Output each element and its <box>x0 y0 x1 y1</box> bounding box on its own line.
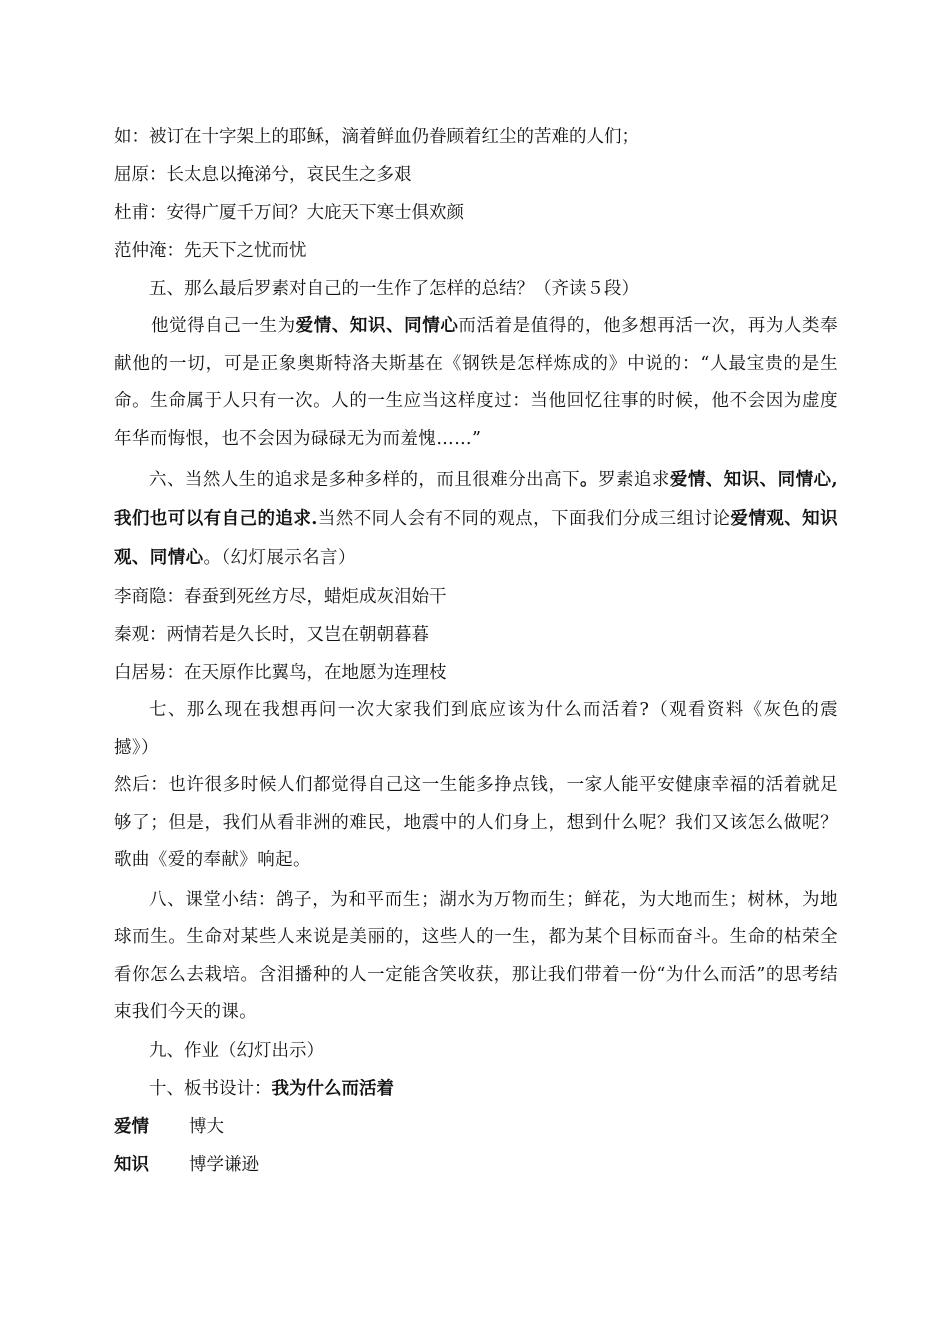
example-fanzhongyan: 范仲淹：先天下之忧而忧 <box>114 241 307 261</box>
p6-bold-period: 。 <box>580 470 599 490</box>
p10-label: 十、板书设计： <box>149 1078 272 1099</box>
board-desc: 博学谦逊 <box>189 1154 259 1175</box>
p6-text-c: 罗素追求 <box>598 470 670 490</box>
section-seven-paragraph: 七、那么现在我想再问一次大家我们到底应该为什么而活着?（观看资料《灰色的震撼》） <box>114 700 838 758</box>
p6-bold-views: 爱情观、知识观、同情心 <box>114 509 838 568</box>
p5-bold-terms: 爱情、知识、同情心 <box>295 316 459 336</box>
example-dufu: 杜甫：安得广厦千万间？大庇天下寒士俱欢颜 <box>114 203 464 223</box>
section-ten-board-design <box>114 1070 838 1108</box>
p6-text-e: 。（幻灯展示名言） <box>203 548 356 568</box>
section-eight-summary: 八、课堂小结：鸽子，为和平而生；湖水为万物而生；鲜花，为大地而生；树林，为地球而生。生命对某些人来说是美丽的，这些人的一生，都为某个目标而奋斗。生命的枯荣全看你怎么去栽培。含泪播种的人一定能含笑收获，那让我们带着一份“为什么而活”的思考结束我们今天的课。 <box>114 889 838 1022</box>
section-six-paragraph <box>114 461 838 578</box>
p6-bold-pursuit: 爱情、知识、同情心,我们也可以有自己的追求. <box>114 470 838 529</box>
board-row-knowledge <box>114 1146 838 1184</box>
example-baijuyi: 白居易：在天原作比翼鸟，在地愿为连理枝 <box>114 663 447 683</box>
p6-text-a: 六、当然人生的追求是多种多样的，而且很难分出高下 <box>149 470 581 490</box>
board-row-love <box>114 1108 838 1146</box>
board-term: 爱情 <box>114 1116 149 1137</box>
section-five-question: 五、那么最后罗素对自己的一生作了怎样的总结？（齐读５段） <box>149 279 639 299</box>
board-title: 我为什么而活着 <box>271 1078 394 1099</box>
section-nine-homework: 九、作业（幻灯出示） <box>149 1040 324 1061</box>
board-term: 知识 <box>114 1154 149 1175</box>
example-qinguan: 秦观：两情若是久长时，又岂在朝朝暮暮 <box>114 625 429 645</box>
p5-text-b: 而活着是值得的，他多想再活一次，再为人类奉献他的一切，可是正象奥斯特洛夫斯基在《钢铁是怎样炼成的》中说的：“人最宝贵的是生命。生命属于人只有一次。人的一生应当这样度过：当他回忆往事的时候，他不会因为虚度年华而悔恨，也不会因为碌碌无为而羞愧……” <box>114 316 838 449</box>
board-desc: 博大 <box>189 1116 224 1137</box>
example-lishangyin: 李商隐：春蚕到死丝方尽，蜡炬成灰泪始干 <box>114 587 447 607</box>
p6-text-d: 当然不同人会有不同的观点，下面我们分成三组讨论 <box>317 509 731 529</box>
section-seven-followup: 然后：也许很多时候人们都觉得自己这一生能多挣点钱，一家人能平安健康幸福的活着就足够了；但是，我们从看非洲的难民，地震中的人们身上，想到什么呢？我们又该怎么做呢？歌曲《爱的奉献》响起。 <box>114 775 838 870</box>
example-quyuan: 屈原：长太息以掩涕兮，哀民生之多艰 <box>114 165 412 185</box>
p5-text-a: 他觉得自己一生为 <box>151 316 296 336</box>
section-five-paragraph <box>114 308 838 458</box>
example-jesus: 如：被订在十字架上的耶稣，滴着鲜血仍眷顾着红尘的苦难的人们； <box>114 127 639 147</box>
document-page <box>114 118 838 1184</box>
